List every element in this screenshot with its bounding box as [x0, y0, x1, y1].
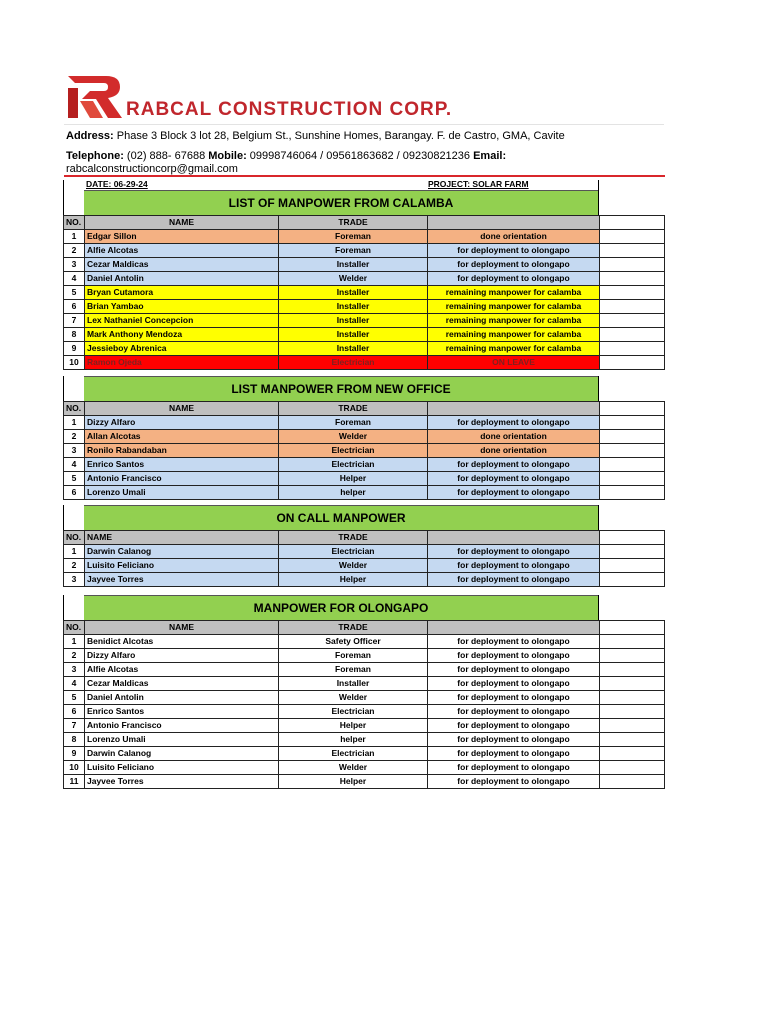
row-trade: Welder	[279, 559, 428, 573]
row-number: 7	[64, 719, 85, 733]
header-trade: TRADE	[279, 531, 428, 545]
header-trade: TRADE	[279, 216, 428, 230]
header-extra	[600, 621, 665, 635]
header-name: NAME	[85, 531, 279, 545]
row-trade: Welder	[279, 272, 428, 286]
row-name: Jessieboy Abrenica	[85, 342, 279, 356]
header-trade: TRADE	[279, 621, 428, 635]
row-name: Alfie Alcotas	[85, 244, 279, 258]
row-number: 9	[64, 747, 85, 761]
row-status: for deployment to olongapo	[428, 545, 600, 559]
row-status: done orientation	[428, 444, 600, 458]
row-trade: Installer	[279, 286, 428, 300]
row-name: Darwin Calanog	[85, 545, 279, 559]
header-trade: TRADE	[279, 402, 428, 416]
row-name: Lorenzo Umali	[85, 486, 279, 500]
row-name: Dizzy Alfaro	[85, 649, 279, 663]
telephone-value: (02) 888- 67688	[123, 150, 209, 162]
row-trade: Installer	[279, 677, 428, 691]
row-name: Jayvee Torres	[85, 775, 279, 789]
row-name: Luisito Feliciano	[85, 761, 279, 775]
row-extra	[600, 444, 665, 458]
sheet-right-border	[598, 180, 599, 215]
telephone-label: Telephone:	[66, 150, 124, 162]
row-number: 6	[64, 300, 85, 314]
row-number: 10	[64, 356, 85, 370]
manpower-table	[63, 530, 665, 587]
row-extra	[600, 663, 665, 677]
row-trade: Foreman	[279, 663, 428, 677]
row-extra	[600, 286, 665, 300]
manpower-table	[63, 401, 665, 500]
row-extra	[600, 328, 665, 342]
row-status: for deployment to olongapo	[428, 677, 600, 691]
row-status: for deployment to olongapo	[428, 258, 600, 272]
table-row	[64, 761, 665, 775]
header-status	[428, 402, 600, 416]
row-name: Lex Nathaniel Concepcion	[85, 314, 279, 328]
row-trade: Helper	[279, 719, 428, 733]
company-logo-icon	[66, 74, 124, 120]
row-trade: Helper	[279, 775, 428, 789]
row-status: remaining manpower for calamba	[428, 300, 600, 314]
row-trade: Installer	[279, 300, 428, 314]
row-trade: helper	[279, 733, 428, 747]
header-no: NO.	[64, 531, 85, 545]
row-extra	[600, 761, 665, 775]
row-extra	[600, 705, 665, 719]
mobile-label: Mobile:	[208, 150, 247, 162]
row-number: 11	[64, 775, 85, 789]
sheet-right-border	[598, 505, 599, 530]
row-number: 10	[64, 761, 85, 775]
row-extra	[600, 545, 665, 559]
header-red-rule	[64, 175, 665, 177]
row-number: 1	[64, 230, 85, 244]
row-name: Antonio Francisco	[85, 472, 279, 486]
address-value: Phase 3 Block 3 lot 28, Belgium St., Sunshine Homes, Barangay. F. de Castro, GMA, Cavite	[113, 130, 565, 142]
row-number: 5	[64, 472, 85, 486]
row-trade: Electrician	[279, 458, 428, 472]
row-name: Benidict Alcotas	[85, 635, 279, 649]
table-row	[64, 230, 665, 244]
table-row	[64, 416, 665, 430]
table-row	[64, 719, 665, 733]
table-header-row	[64, 216, 665, 230]
row-extra	[600, 244, 665, 258]
mobile-value: 09998746064 / 09561863682 / 09230821236	[246, 150, 474, 162]
row-number: 1	[64, 416, 85, 430]
table-row	[64, 286, 665, 300]
table-row	[64, 314, 665, 328]
row-trade: Electrician	[279, 444, 428, 458]
header-divider	[64, 124, 664, 125]
row-trade: Electrician	[279, 747, 428, 761]
row-status: remaining manpower for calamba	[428, 314, 600, 328]
address-line	[66, 130, 565, 142]
project-label: PROJECT: SOLAR FARM	[428, 179, 529, 189]
row-number: 2	[64, 649, 85, 663]
table-row	[64, 458, 665, 472]
table-header-row	[64, 531, 665, 545]
row-extra	[600, 342, 665, 356]
row-extra	[600, 314, 665, 328]
row-number: 1	[64, 545, 85, 559]
header-no: NO.	[64, 216, 85, 230]
row-trade: Safety Officer	[279, 635, 428, 649]
row-number: 8	[64, 733, 85, 747]
sheet-left-border	[63, 595, 64, 620]
contact-line	[66, 150, 506, 162]
row-name: Dizzy Alfaro	[85, 416, 279, 430]
section-title: MANPOWER FOR OLONGAPO	[84, 595, 598, 620]
row-status: for deployment to olongapo	[428, 747, 600, 761]
row-name: Darwin Calanog	[85, 747, 279, 761]
row-status: for deployment to olongapo	[428, 272, 600, 286]
row-number: 6	[64, 705, 85, 719]
row-name: Ronilo Rabandaban	[85, 444, 279, 458]
header-status	[428, 216, 600, 230]
row-name: Lorenzo Umali	[85, 733, 279, 747]
row-name: Ramon Ojeda	[85, 356, 279, 370]
address-label: Address:	[66, 130, 114, 142]
row-name: Allan Alcotas	[85, 430, 279, 444]
row-extra	[600, 416, 665, 430]
row-extra	[600, 258, 665, 272]
row-name: Luisito Feliciano	[85, 559, 279, 573]
row-name: Jayvee Torres	[85, 573, 279, 587]
table-row	[64, 444, 665, 458]
row-status: for deployment to olongapo	[428, 635, 600, 649]
section-title: LIST MANPOWER FROM NEW OFFICE	[84, 376, 598, 401]
row-status: for deployment to olongapo	[428, 691, 600, 705]
table-row	[64, 258, 665, 272]
row-number: 1	[64, 635, 85, 649]
row-trade: Welder	[279, 761, 428, 775]
header-extra	[600, 531, 665, 545]
row-name: Mark Anthony Mendoza	[85, 328, 279, 342]
table-row	[64, 430, 665, 444]
row-extra	[600, 559, 665, 573]
header-no: NO.	[64, 402, 85, 416]
row-extra	[600, 677, 665, 691]
row-trade: Helper	[279, 573, 428, 587]
header-name: NAME	[85, 621, 279, 635]
table-row	[64, 649, 665, 663]
row-extra	[600, 300, 665, 314]
table-row	[64, 573, 665, 587]
header-status	[428, 621, 600, 635]
row-status: for deployment to olongapo	[428, 761, 600, 775]
table-row	[64, 747, 665, 761]
row-extra	[600, 356, 665, 370]
sheet-left-border	[63, 376, 64, 401]
row-number: 2	[64, 244, 85, 258]
row-extra	[600, 230, 665, 244]
row-name: Bryan Cutamora	[85, 286, 279, 300]
row-extra	[600, 691, 665, 705]
row-number: 4	[64, 458, 85, 472]
row-trade: Foreman	[279, 649, 428, 663]
row-name: Antonio Francisco	[85, 719, 279, 733]
row-trade: Electrician	[279, 545, 428, 559]
row-name: Edgar Sillon	[85, 230, 279, 244]
header-extra	[600, 216, 665, 230]
manpower-table	[63, 215, 665, 370]
row-status: for deployment to olongapo	[428, 559, 600, 573]
row-extra	[600, 733, 665, 747]
row-number: 3	[64, 573, 85, 587]
row-extra	[600, 635, 665, 649]
header-name: NAME	[85, 216, 279, 230]
table-row	[64, 472, 665, 486]
row-extra	[600, 649, 665, 663]
header-no: NO.	[64, 621, 85, 635]
table-header-row	[64, 402, 665, 416]
row-status: remaining manpower for calamba	[428, 328, 600, 342]
row-number: 6	[64, 486, 85, 500]
row-trade: Electrician	[279, 356, 428, 370]
header-status	[428, 531, 600, 545]
row-extra	[600, 573, 665, 587]
row-number: 8	[64, 328, 85, 342]
table-row	[64, 663, 665, 677]
table-row	[64, 272, 665, 286]
row-number: 2	[64, 430, 85, 444]
email-value: rabcalconstructioncorp@gmail.com	[66, 163, 238, 175]
table-row	[64, 356, 665, 370]
table-row	[64, 635, 665, 649]
table-row	[64, 705, 665, 719]
row-trade: Installer	[279, 258, 428, 272]
row-trade: Foreman	[279, 416, 428, 430]
table-row	[64, 342, 665, 356]
table-row	[64, 775, 665, 789]
row-trade: Welder	[279, 430, 428, 444]
row-name: Enrico Santos	[85, 705, 279, 719]
row-status: for deployment to olongapo	[428, 705, 600, 719]
row-status: for deployment to olongapo	[428, 458, 600, 472]
row-status: for deployment to olongapo	[428, 416, 600, 430]
header-extra	[600, 402, 665, 416]
row-number: 3	[64, 663, 85, 677]
header-name: NAME	[85, 402, 279, 416]
row-number: 4	[64, 272, 85, 286]
row-extra	[600, 472, 665, 486]
row-trade: Electrician	[279, 705, 428, 719]
row-status: remaining manpower for calamba	[428, 342, 600, 356]
table-row	[64, 300, 665, 314]
section-title: LIST OF MANPOWER FROM CALAMBA	[84, 190, 598, 215]
row-status: for deployment to olongapo	[428, 649, 600, 663]
row-status: for deployment to olongapo	[428, 472, 600, 486]
row-status: for deployment to olongapo	[428, 663, 600, 677]
table-row	[64, 677, 665, 691]
table-row	[64, 545, 665, 559]
row-status: for deployment to olongapo	[428, 244, 600, 258]
table-row	[64, 559, 665, 573]
row-extra	[600, 458, 665, 472]
table-row	[64, 691, 665, 705]
email-label: Email:	[473, 150, 507, 162]
row-trade: Foreman	[279, 244, 428, 258]
row-trade: Welder	[279, 691, 428, 705]
table-row	[64, 244, 665, 258]
row-number: 4	[64, 677, 85, 691]
row-trade: Installer	[279, 328, 428, 342]
date-label: DATE: 06-29-24	[86, 179, 148, 189]
sheet-right-border	[598, 376, 599, 401]
row-trade: Installer	[279, 314, 428, 328]
row-trade: Installer	[279, 342, 428, 356]
row-status: done orientation	[428, 430, 600, 444]
row-name: Daniel Antolin	[85, 272, 279, 286]
row-number: 5	[64, 286, 85, 300]
company-name: RABCAL CONSTRUCTION CORP.	[126, 99, 453, 120]
row-number: 2	[64, 559, 85, 573]
table-row	[64, 486, 665, 500]
row-name: Cezar Maldicas	[85, 258, 279, 272]
row-number: 5	[64, 691, 85, 705]
row-extra	[600, 719, 665, 733]
table-row	[64, 733, 665, 747]
row-status: remaining manpower for calamba	[428, 286, 600, 300]
row-extra	[600, 747, 665, 761]
row-number: 9	[64, 342, 85, 356]
section-title: ON CALL MANPOWER	[84, 505, 598, 530]
sheet-left-border	[63, 180, 64, 215]
row-status: for deployment to olongapo	[428, 733, 600, 747]
row-trade: Helper	[279, 472, 428, 486]
row-number: 7	[64, 314, 85, 328]
row-extra	[600, 272, 665, 286]
row-status: ON LEAVE	[428, 356, 600, 370]
row-trade: helper	[279, 486, 428, 500]
row-extra	[600, 430, 665, 444]
row-status: for deployment to olongapo	[428, 573, 600, 587]
row-name: Cezar Maldicas	[85, 677, 279, 691]
sheet-right-border	[598, 595, 599, 620]
manpower-table	[63, 620, 665, 789]
row-number: 3	[64, 258, 85, 272]
row-name: Brian Yambao	[85, 300, 279, 314]
row-status: for deployment to olongapo	[428, 775, 600, 789]
row-extra	[600, 486, 665, 500]
row-name: Daniel Antolin	[85, 691, 279, 705]
row-status: done orientation	[428, 230, 600, 244]
sheet-left-border	[63, 505, 64, 530]
row-status: for deployment to olongapo	[428, 486, 600, 500]
row-name: Enrico Santos	[85, 458, 279, 472]
table-row	[64, 328, 665, 342]
row-status: for deployment to olongapo	[428, 719, 600, 733]
table-header-row	[64, 621, 665, 635]
row-trade: Foreman	[279, 230, 428, 244]
row-extra	[600, 775, 665, 789]
row-number: 3	[64, 444, 85, 458]
row-name: Alfie Alcotas	[85, 663, 279, 677]
